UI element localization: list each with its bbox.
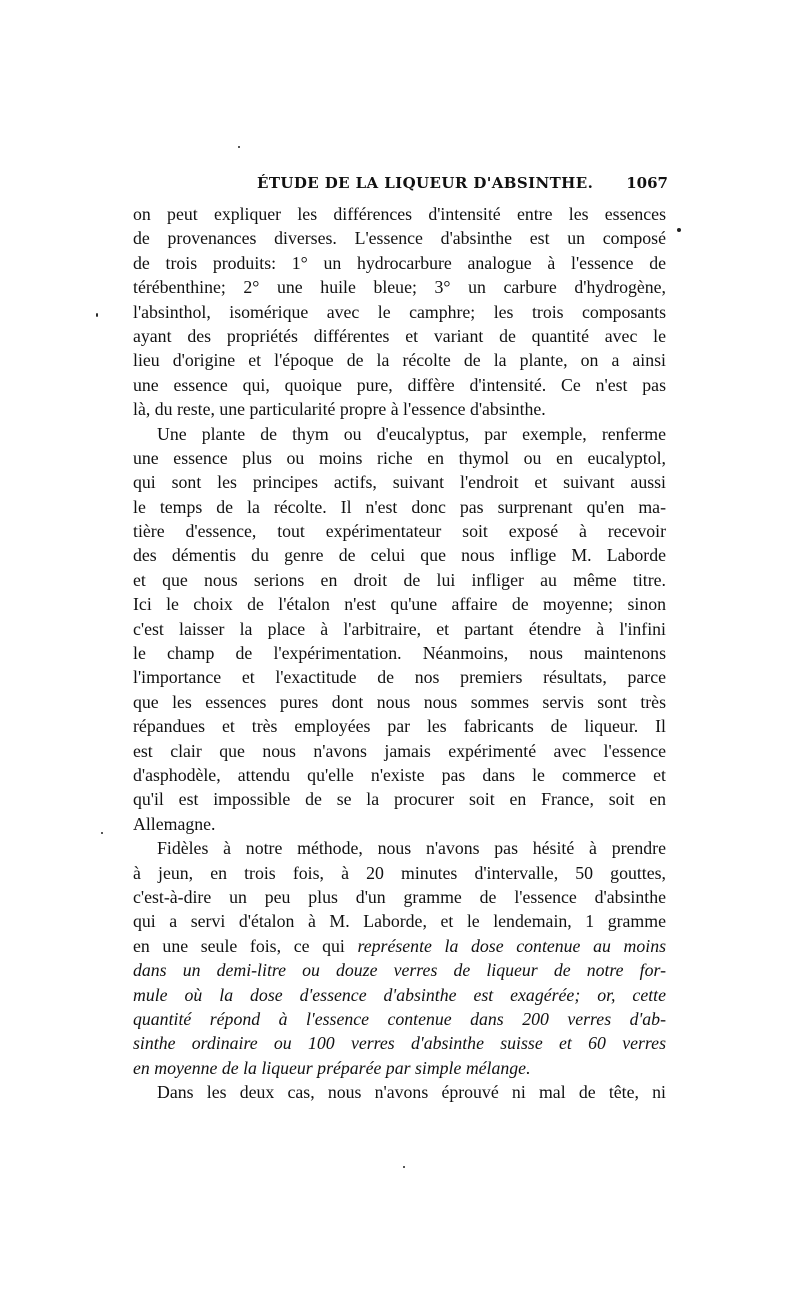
body-text — [133, 202, 666, 1104]
text-line: une essence qui, quoique pure, diffère d'intensité. Ce n'est pas — [133, 374, 666, 395]
text-line: c'est-à-dire un peu plus d'un gramme de l'essence d'absinthe — [133, 886, 666, 907]
text-line: Une plante de thym ou d'eucalyptus, par exemple, renferme — [157, 423, 666, 444]
text-line: là, du reste, une particularité propre à l'essence d'absinthe. — [133, 399, 546, 420]
text-line-italic: dans un demi-litre ou douze verres de liqueur de notre for- — [133, 960, 666, 981]
text-line: térébenthine; 2° une huile bleue; 3° un carbure d'hydrogène, — [133, 277, 666, 298]
text-line: de trois produits: 1° un hydrocarbure analogue à l'essence de — [133, 252, 666, 273]
text-line: qu'il est impossible de se la procurer soit en France, soit en — [133, 789, 666, 810]
text-line: d'asphodèle, attendu qu'elle n'existe pas dans le commerce et — [133, 764, 666, 785]
text-line: une essence plus ou moins riche en thymol ou en eucalyptol, — [133, 447, 666, 468]
running-title: ÉTUDE DE LA LIQUEUR D'ABSINTHE. — [257, 174, 594, 192]
text-line: est clair que nous n'avons jamais expérimenté avec l'essence — [133, 740, 666, 761]
text-line: des démentis du genre de celui que nous inflige M. Laborde — [133, 545, 666, 566]
text-line: le champ de l'expérimentation. Néanmoins, nous maintenons — [133, 643, 666, 664]
text-line-italic: mule où la dose d'essence d'absinthe est exagérée; or, cette — [133, 984, 666, 1005]
page-number: 1067 — [626, 174, 668, 192]
text-line: Dans les deux cas, nous n'avons éprouvé ni mal de tête, ni — [157, 1082, 666, 1103]
text-line: et que nous serions en droit de lui infliger au même titre. — [133, 569, 666, 590]
text-line-italic: quantité répond à l'essence contenue dans 200 verres d'ab- — [133, 1008, 666, 1029]
text-line: Ici le choix de l'étalon n'est qu'une affaire de moyenne; sinon — [133, 594, 666, 615]
text-line: lieu d'origine et l'époque de la récolte de la plante, on a ainsi — [133, 350, 666, 371]
text-line: qui sont les principes actifs, suivant l'endroit et suivant aussi — [133, 472, 666, 493]
text-line: répandues et très employées par les fabricants de liqueur. Il — [133, 716, 666, 737]
text-line: qui a servi d'étalon à M. Laborde, et le lendemain, 1 gramme — [133, 911, 666, 932]
text-line-italic: en moyenne de la liqueur préparée par simple mélange. — [133, 1057, 531, 1078]
text-line: Allemagne. — [133, 813, 216, 834]
print-speck — [677, 228, 681, 232]
print-speck — [101, 832, 103, 834]
text-segment-roman: en une seule fois, ce qui — [133, 935, 345, 956]
text-segment-italic: représente la dose contenue au moins — [357, 935, 667, 956]
text-line: ayant des propriétés différentes et variant de quantité avec le — [133, 325, 666, 346]
text-line-mixed — [133, 934, 666, 958]
text-line: à jeun, en trois fois, à 20 minutes d'intervalle, 50 gouttes, — [133, 862, 666, 883]
text-line: tière d'essence, tout expérimentateur soit exposé à recevoir — [133, 521, 666, 542]
text-line: le temps de la récolte. Il n'est donc pas surprenant qu'en ma- — [133, 496, 666, 517]
text-line: l'absinthol, isomérique avec le camphre; les trois composants — [133, 301, 666, 322]
print-speck — [403, 1166, 405, 1168]
text-line: Fidèles à notre méthode, nous n'avons pas hésité à prendre — [157, 838, 666, 859]
text-line: l'importance et l'exactitude de nos premiers résultats, parce — [133, 667, 666, 688]
print-speck — [238, 146, 240, 148]
text-line: que les essences pures dont nous nous sommes servis sont très — [133, 691, 666, 712]
text-line: de provenances diverses. L'essence d'absinthe est un composé — [133, 228, 666, 249]
text-line: on peut expliquer les différences d'intensité entre les essences — [133, 204, 666, 224]
running-head — [133, 174, 668, 196]
text-line-italic: sinthe ordinaire ou 100 verres d'absinthe suisse et 60 verres — [133, 1033, 666, 1054]
text-line: c'est laisser la place à l'arbitraire, et partant étendre à l'infini — [133, 618, 666, 639]
print-speck — [96, 313, 98, 317]
